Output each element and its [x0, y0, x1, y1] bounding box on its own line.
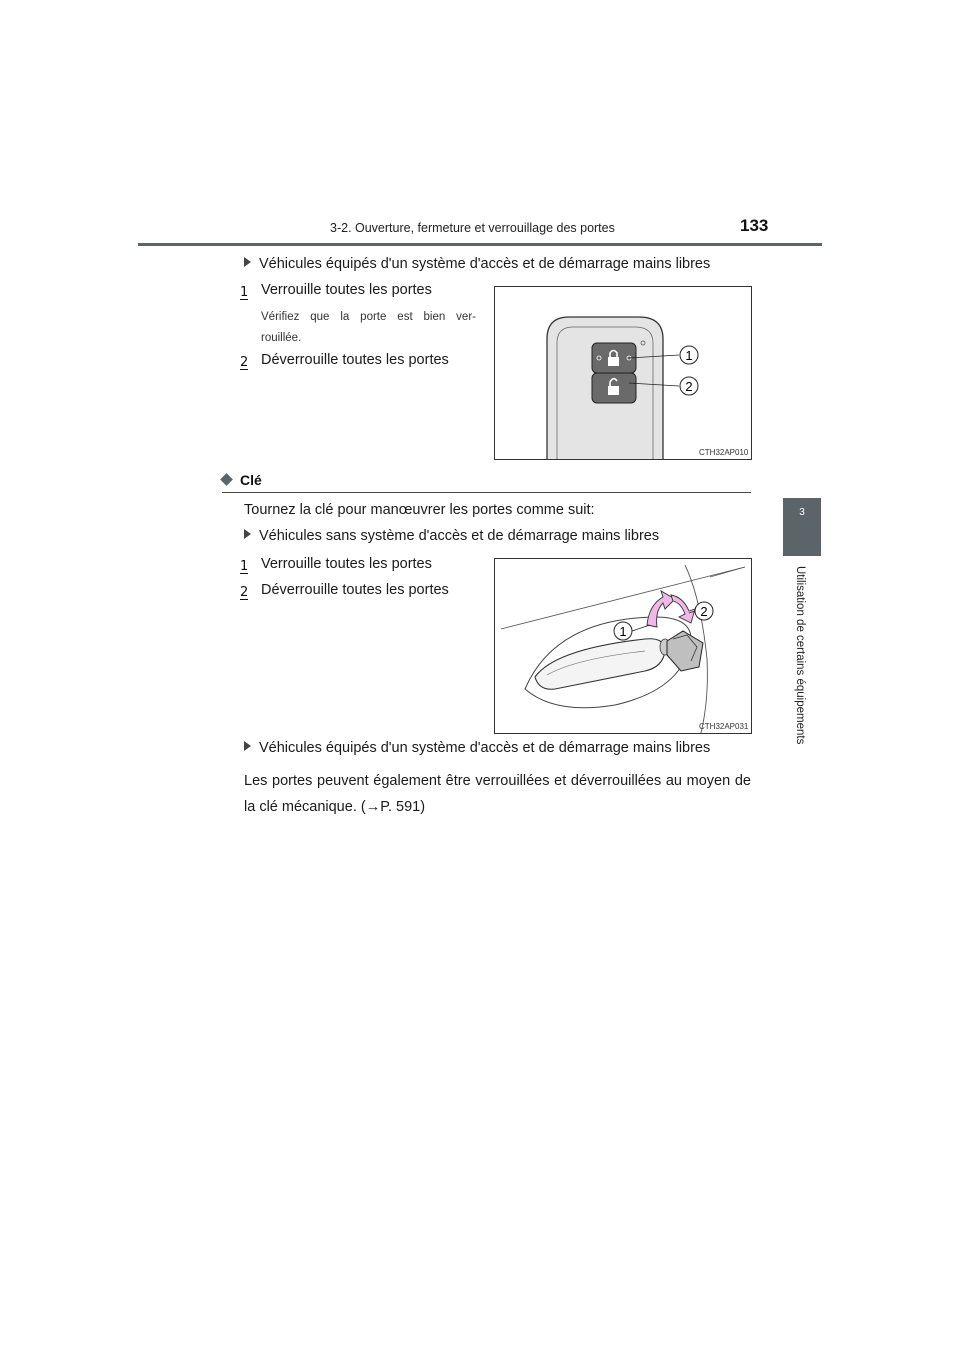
subheading-text: Véhicules sans système d'accès et de démarrage mains libres	[259, 528, 660, 544]
item-note-line2: rouillée.	[261, 332, 302, 344]
subheading-smart-key	[244, 256, 710, 272]
item-text: Verrouille toutes les portes	[261, 282, 432, 298]
item-number: 1	[240, 559, 249, 574]
figure-door-handle	[494, 558, 752, 734]
section-heading-text: Clé	[240, 472, 262, 488]
key-fob-illustration	[495, 287, 751, 459]
triangle-bullet-icon	[244, 741, 251, 751]
figure-code: CTH32AP031	[699, 722, 749, 731]
item-text: Déverrouille toutes les portes	[261, 582, 449, 598]
subheading-smart-key-2	[244, 740, 710, 756]
chapter-label	[790, 566, 810, 766]
triangle-bullet-icon	[244, 529, 251, 539]
figure-code: CTH32AP010	[699, 448, 749, 457]
item-number: 2	[240, 355, 249, 370]
item-text: Verrouille toutes les portes	[261, 556, 432, 572]
item-note-line1: Vérifiez que la porte est bien ver-	[261, 311, 476, 323]
intro-text: Tournez la clé pour manœuvrer les portes comme suit:	[244, 502, 595, 518]
page-number: 133	[740, 216, 769, 235]
subheading-text: Véhicules équipés d'un système d'accès et de démarrage mains libres	[259, 256, 711, 272]
door-handle-illustration	[495, 559, 751, 733]
callout-2: 2	[685, 379, 693, 394]
section-rule	[222, 492, 751, 493]
subheading-no-smart-key	[244, 528, 659, 544]
figure-key-fob	[494, 286, 752, 460]
subheading-text: Véhicules équipés d'un système d'accès et de démarrage mains libres	[259, 740, 711, 756]
chapter-label-text: Utilisation de certains équipements	[794, 566, 806, 745]
callout-1: 1	[685, 348, 693, 363]
header-title: 3-2. Ouverture, fermeture et verrouillage des portes	[330, 221, 615, 235]
header-rule	[138, 243, 822, 246]
section-heading-key	[222, 472, 262, 488]
callout-2: 2	[700, 604, 708, 619]
callout-1: 1	[619, 624, 627, 639]
item-number: 1	[240, 285, 249, 300]
mechanical-key-paragraph: Les portes peuvent également être verrouillées et déverrouillées au moyen de la clé mécanique. (→P. 591)	[244, 773, 751, 815]
diamond-bullet-icon	[220, 473, 233, 486]
chapter-number: 3	[799, 507, 805, 518]
triangle-bullet-icon	[244, 257, 251, 267]
item-number: 2	[240, 585, 249, 600]
item-text: Déverrouille toutes les portes	[261, 352, 449, 368]
